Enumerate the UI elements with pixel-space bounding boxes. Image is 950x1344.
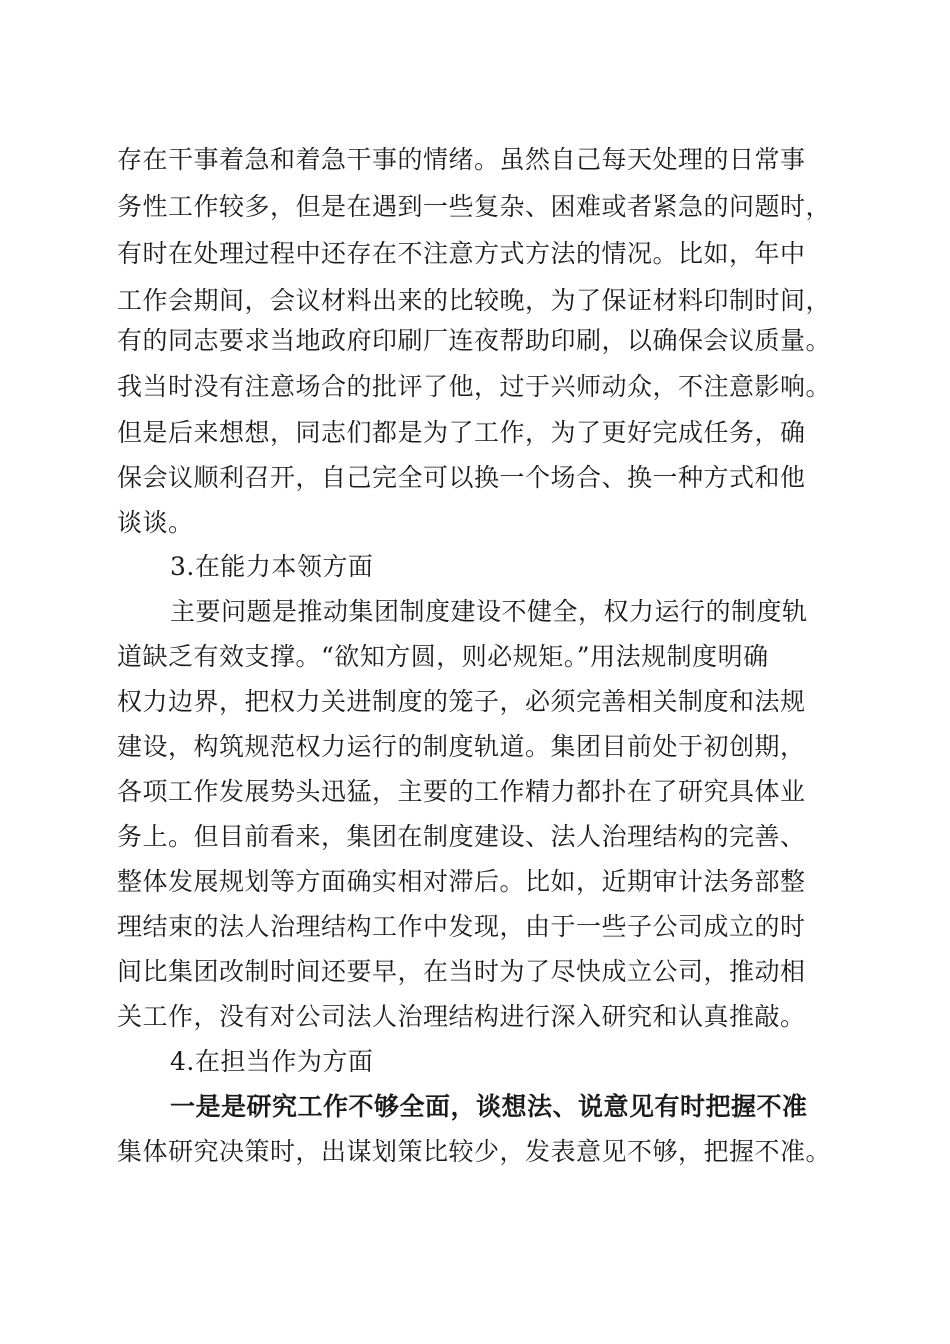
paragraph-line: 权力边界，把权力关进制度的笼子，必须完善相关制度和法规 — [117, 687, 806, 716]
section-heading: 4.在担当作为方面 — [170, 1047, 374, 1076]
paragraph-line: 有时在处理过程中还存在不注意方式方法的情况。比如，年中 — [117, 239, 806, 268]
paragraph-line: 集体研究决策时，出谋划策比较少，发表意见不够，把握不准。 — [117, 1137, 832, 1166]
paragraph-line: 但是后来想想，同志们都是为了工作，为了更好完成任务，确 — [117, 418, 806, 447]
paragraph-line: 各项工作发展势头迅猛，主要的工作精力都扑在了研究具体业 — [117, 777, 806, 806]
paragraph-line: 理结束的法人治理结构工作中发现，由于一些子公司成立的时 — [117, 912, 806, 941]
paragraph-line: 我当时没有注意场合的批评了他，过于兴师动众，不注意影响。 — [117, 372, 832, 401]
paragraph-line: 间比集团改制时间还要早，在当时为了尽快成立公司，推动相 — [117, 957, 806, 986]
paragraph-line: 主要问题是推动集团制度建设不健全，权力运行的制度轨 — [170, 597, 808, 626]
paragraph-line: 整体发展规划等方面确实相对滞后。比如，近期审计法务部整 — [117, 867, 806, 896]
paragraph-line: 有的同志要求当地政府印刷厂连夜帮助印刷，以确保会议质量。 — [117, 326, 832, 355]
paragraph-line: 务上。但目前看来，集团在制度建设、法人治理结构的完善、 — [117, 822, 806, 851]
paragraph-line: 关工作，没有对公司法人治理结构进行深入研究和认真推敲。 — [117, 1002, 806, 1031]
paragraph-line: 道缺乏有效支撑。“欲知方圆，则必规矩。”用法规制度明确 — [117, 642, 769, 671]
paragraph-line: 工作会期间，会议材料出来的比较晚，为了保证材料印制时间， — [117, 286, 832, 315]
paragraph-line: 保会议顺利召开，自己完全可以换一个场合、换一种方式和他 — [117, 463, 806, 492]
paragraph-line: 存在干事着急和着急干事的情绪。虽然自己每天处理的日常事 — [117, 145, 806, 174]
paragraph-line: 谈谈。 — [117, 508, 194, 537]
paragraph-line: 一是是研究工作不够全面，谈想法、说意见有时把握不准 — [170, 1092, 808, 1121]
section-heading: 3.在能力本领方面 — [170, 552, 374, 581]
paragraph-line: 建设，构筑规范权力运行的制度轨道。集团目前处于初创期， — [117, 732, 806, 761]
paragraph-line: 务性工作较多，但是在遇到一些复杂、困难或者紧急的问题时， — [117, 192, 832, 221]
